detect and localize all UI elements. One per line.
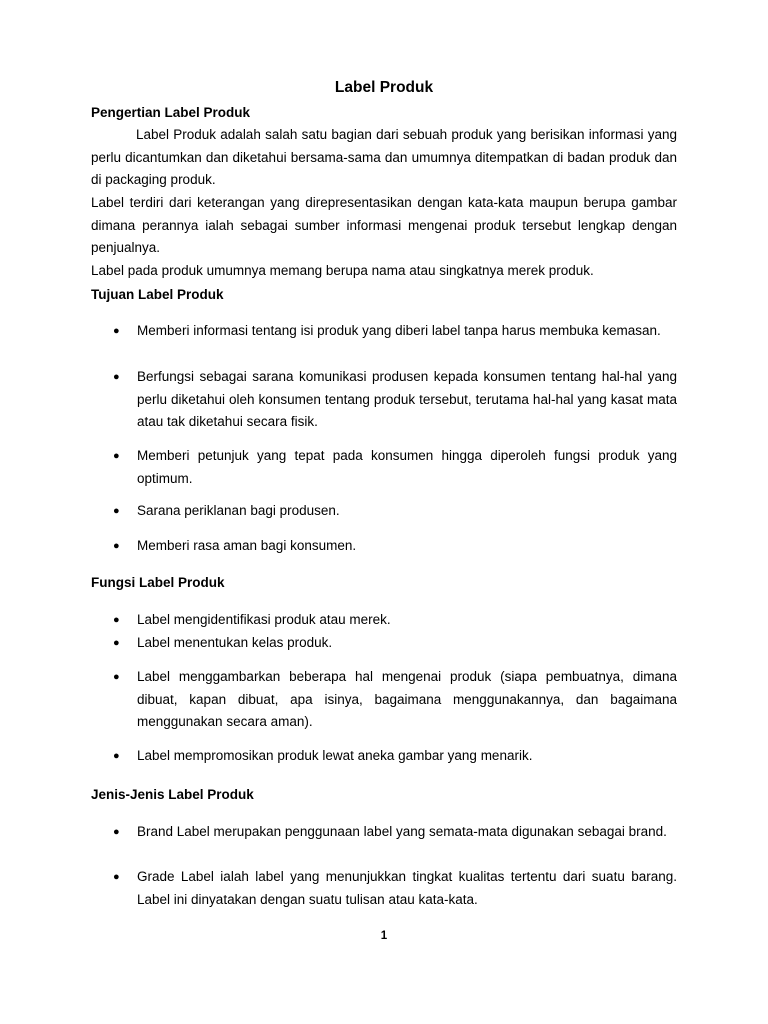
list-item bbox=[91, 609, 677, 632]
list-item-text: Memberi rasa aman bagi konsumen. bbox=[137, 538, 357, 553]
list-item bbox=[91, 666, 677, 734]
list-item bbox=[91, 320, 677, 343]
bullet-icon: ● bbox=[113, 325, 120, 337]
list-item bbox=[91, 745, 677, 768]
section-heading-pengertian: Pengertian Label Produk bbox=[91, 105, 251, 120]
list-item bbox=[91, 632, 677, 655]
section-heading-tujuan: Tujuan Label Produk bbox=[91, 287, 224, 302]
paragraph-label-brand: Label pada produk umumnya memang berupa nama atau singkatnya merek produk. bbox=[91, 263, 594, 278]
paragraph-definition: Label Produk adalah salah satu bagian dari sebuah produk yang berisikan informasi yang perlu dicantumkan dan diketahui bersama-sama dan umumnya ditempatkan di badan produk dan di packaging produk. bbox=[91, 127, 677, 187]
list-item-text: Memberi informasi tentang isi produk yang diberi label tanpa harus membuka kemasan. bbox=[137, 323, 661, 338]
bullet-icon: ● bbox=[113, 371, 120, 383]
bullet-icon: ● bbox=[113, 614, 120, 626]
bullet-icon: ● bbox=[113, 750, 120, 762]
list-item-text: Sarana periklanan bagi produsen. bbox=[137, 503, 340, 518]
list-item bbox=[91, 821, 677, 844]
list-item-text: Label menggambarkan beberapa hal mengenai produk (siapa pembuatnya, dimana dibuat, kapan dibuat, apa isinya, bagaimana menggunakannya, dan bagaimana menggunakan secara aman). bbox=[137, 669, 677, 729]
page-title: Label Produk bbox=[334, 79, 434, 96]
bullet-icon: ● bbox=[113, 505, 120, 517]
bullet-icon: ● bbox=[113, 871, 120, 883]
list-item-text: Label mempromosikan produk lewat aneka gambar yang menarik. bbox=[137, 748, 533, 763]
list-item-text: Berfungsi sebagai sarana komunikasi produsen kepada konsumen tentang hal-hal yang perlu diketahui oleh konsumen tentang produk tersebut, terutama hal-hal yang kasat mata atau tak diketahui secara fisik. bbox=[137, 369, 677, 429]
bullet-icon: ● bbox=[113, 826, 120, 838]
list-item bbox=[91, 366, 677, 434]
paragraph-label-content: Label terdiri dari keterangan yang direpresentasikan dengan kata-kata maupun berupa gambar dimana perannya ialah sebagai sumber informasi mengenai produk tersebut lengkap dengan penjualnya. bbox=[91, 195, 677, 255]
section-heading-fungsi: Fungsi Label Produk bbox=[91, 575, 225, 590]
list-item-text: Grade Label ialah label yang menunjukkan tingkat kualitas tertentu dari suatu barang. Label ini dinyatakan dengan suatu tulisan atau kata-kata. bbox=[137, 869, 677, 907]
bullet-icon: ● bbox=[113, 540, 120, 552]
list-item bbox=[91, 445, 677, 490]
section-heading-jenis: Jenis-Jenis Label Produk bbox=[91, 787, 254, 802]
list-item-text: Brand Label merupakan penggunaan label yang semata-mata digunakan sebagai brand. bbox=[137, 824, 667, 839]
list-item-text: Memberi petunjuk yang tepat pada konsumen hingga diperoleh fungsi produk yang optimum. bbox=[137, 448, 677, 486]
bullet-icon: ● bbox=[113, 637, 120, 649]
bullet-icon: ● bbox=[113, 671, 120, 683]
page-number: 1 bbox=[380, 930, 388, 942]
list-item bbox=[91, 500, 677, 523]
list-item-text: Label mengidentifikasi produk atau merek. bbox=[137, 612, 391, 627]
list-item-text: Label menentukan kelas produk. bbox=[137, 635, 333, 650]
list-item bbox=[91, 535, 677, 558]
list-item bbox=[91, 866, 677, 911]
bullet-icon: ● bbox=[113, 450, 120, 462]
